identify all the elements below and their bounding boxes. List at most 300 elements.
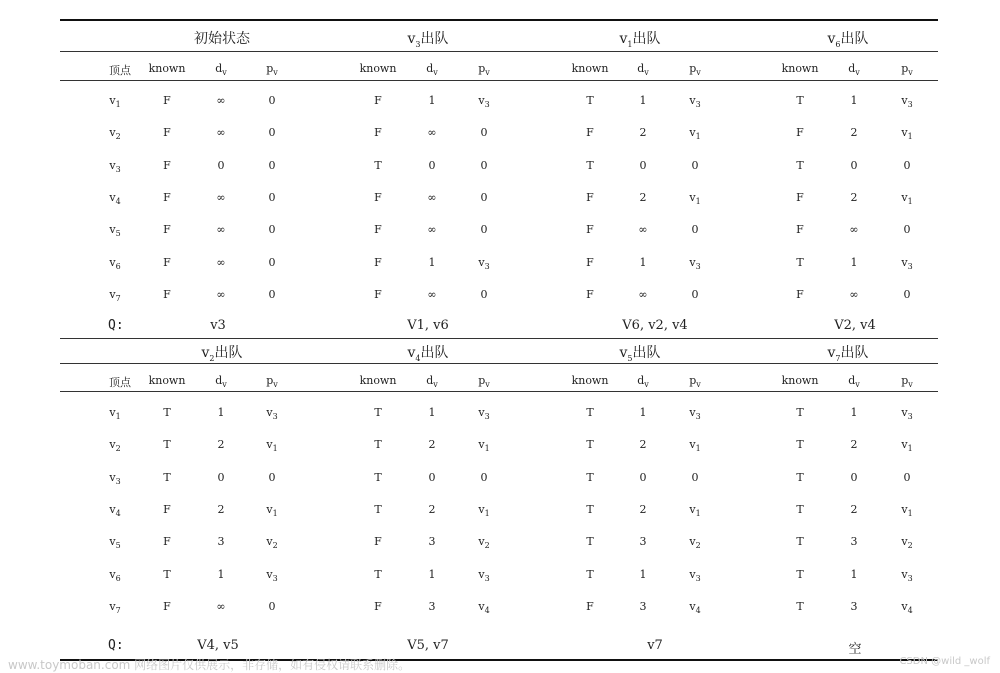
cell-text: v [901, 255, 908, 269]
table-cell: F [163, 599, 171, 613]
subscript: 3 [907, 573, 913, 583]
table-cell: T [586, 438, 594, 452]
table-cell: T [796, 470, 804, 484]
table-cell: 2 [639, 126, 647, 140]
subscript: 3 [907, 261, 913, 271]
cell-text: v [478, 255, 485, 269]
table-cell [266, 438, 277, 453]
cell-text: d [426, 374, 434, 387]
subscript: 1 [907, 509, 913, 519]
subscript: 6 [115, 573, 121, 583]
cell-text: p [901, 62, 909, 75]
vertex-label [109, 159, 120, 174]
subscript: 4 [907, 605, 913, 615]
cell-text: d [215, 62, 223, 75]
table-cell: ∞ [216, 126, 226, 140]
table-cell: 1 [850, 94, 858, 107]
table-cell [689, 600, 700, 615]
cell-text: v [689, 255, 696, 269]
subscript: 3 [907, 100, 913, 110]
table-cell: 0 [850, 470, 858, 484]
table-cell: F [163, 502, 171, 516]
table-cell: 1 [639, 255, 647, 269]
subscript: 1 [115, 100, 121, 110]
subscript: 2 [907, 541, 913, 551]
table-cell: 0 [691, 223, 699, 237]
table-cell: 0 [268, 223, 276, 237]
cell-text: v [109, 255, 116, 269]
cell-text: v [266, 535, 273, 549]
stage-title-suffix: 出队 [214, 345, 243, 361]
table-cell [901, 94, 912, 109]
table-cell: 3 [639, 599, 647, 613]
cell-text: p [901, 374, 909, 387]
queue-value: v3 [210, 318, 226, 333]
subscript: 3 [695, 100, 701, 110]
table-cell: T [374, 438, 382, 452]
table-cell: ∞ [216, 255, 226, 269]
table-cell: F [374, 223, 382, 237]
subscript: v [644, 68, 649, 78]
table-cell: T [796, 502, 804, 516]
subscript: 2 [484, 541, 490, 551]
subscript: 5 [115, 229, 121, 239]
table-cell: 0 [480, 223, 488, 237]
cell-text: v [109, 126, 116, 140]
column-header [637, 62, 649, 77]
subscript: 3 [484, 261, 490, 271]
table-cell: 0 [268, 255, 276, 269]
cell-text: d [637, 62, 645, 75]
column-header: known [148, 62, 186, 75]
subscript: 1 [907, 444, 913, 454]
column-header [689, 374, 701, 389]
vertex-label [109, 191, 120, 206]
cell-text: v [109, 190, 116, 204]
vertex-label [109, 223, 120, 238]
table-cell [478, 535, 489, 550]
table-cell: 1 [428, 255, 436, 269]
table-cell [478, 406, 489, 421]
cell-text: v [478, 535, 485, 549]
subscript: 1 [695, 509, 701, 519]
top-title-rule [60, 51, 938, 52]
subscript: 5 [627, 353, 633, 363]
table-cell: 0 [691, 158, 699, 172]
top-header-rule [60, 80, 938, 81]
queue-value: V4, v5 [197, 638, 239, 653]
queue-value: v7 [647, 638, 663, 653]
column-header: known [359, 62, 397, 75]
column-header [848, 62, 860, 77]
table-cell: T [796, 567, 804, 581]
table-cell: 1 [217, 406, 225, 419]
table-cell: ∞ [216, 223, 226, 237]
table-cell [478, 568, 489, 583]
vertex-label [109, 94, 120, 109]
stage-title [407, 28, 448, 49]
vertex-label [109, 568, 120, 583]
column-header [478, 62, 490, 77]
column-header [637, 374, 649, 389]
column-header [901, 374, 913, 389]
cell-text: v [109, 502, 116, 516]
table-cell: F [374, 599, 382, 613]
table-cell: F [374, 535, 382, 549]
cell-text: v [109, 599, 116, 613]
subscript: v [433, 380, 438, 390]
queue-value: V1, v6 [407, 318, 449, 333]
column-header [478, 374, 490, 389]
subscript: 3 [484, 412, 490, 422]
table-cell: F [586, 190, 594, 204]
table-cell: 2 [850, 126, 858, 140]
stage-title-suffix: 出队 [840, 345, 869, 361]
table-cell [901, 406, 912, 421]
table-cell: T [586, 535, 594, 549]
cell-text: v [689, 567, 696, 581]
table-cell: F [796, 190, 804, 204]
table-cell [266, 535, 277, 550]
middle-rule [60, 338, 938, 339]
subscript: 1 [695, 132, 701, 142]
table-cell: T [586, 502, 594, 516]
table-cell: ∞ [638, 223, 648, 237]
table-cell: F [374, 190, 382, 204]
table-cell: 0 [268, 126, 276, 140]
table-cell [689, 503, 700, 518]
table-cell: ∞ [638, 287, 648, 301]
table-cell: T [586, 406, 594, 419]
table-cell: T [374, 406, 382, 419]
table-cell: 2 [639, 502, 647, 516]
subscript: v [855, 380, 860, 390]
table-cell: 0 [217, 470, 225, 484]
table-cell: 0 [691, 470, 699, 484]
table-cell: T [796, 158, 804, 172]
cell-text: v [901, 406, 908, 419]
queue-value: V6, v2, v4 [622, 318, 688, 333]
cell-text: v [478, 406, 485, 419]
subscript: 3 [907, 412, 913, 422]
subscript: 7 [115, 293, 121, 303]
cell-text: v [689, 406, 696, 419]
subscript: v [696, 380, 701, 390]
table-cell [689, 535, 700, 550]
table-cell [266, 406, 277, 421]
cell-text: v [201, 345, 210, 361]
stage-title-suffix: 出队 [420, 345, 449, 361]
table-cell: T [163, 438, 171, 452]
subscript: 3 [484, 573, 490, 583]
stage-title: 初始状态 [194, 31, 250, 47]
table-cell: 0 [903, 223, 911, 237]
table-cell: 1 [850, 255, 858, 269]
table-cell [478, 438, 489, 453]
table-cell: 3 [428, 599, 436, 613]
table-cell: F [163, 287, 171, 301]
cell-text: v [109, 438, 116, 452]
column-header: known [781, 62, 819, 75]
cell-text: p [478, 374, 486, 387]
cell-text: v [478, 502, 485, 516]
table-cell [901, 568, 912, 583]
table-cell: F [374, 126, 382, 140]
table-cell: T [374, 502, 382, 516]
table-cell: F [163, 158, 171, 172]
table-cell: 0 [480, 470, 488, 484]
table-cell: 0 [850, 158, 858, 172]
table-cell: T [796, 94, 804, 107]
cell-text: d [848, 374, 856, 387]
cell-text: v [901, 535, 908, 549]
cell-text: v [478, 599, 485, 613]
subscript: 7 [835, 353, 841, 363]
table-cell: F [586, 599, 594, 613]
subscript: 3 [695, 412, 701, 422]
subscript: 4 [484, 605, 490, 615]
cell-text: v [689, 190, 696, 204]
queue-value: V2, v4 [834, 318, 876, 333]
table-cell: 2 [428, 502, 436, 516]
table-cell [901, 535, 912, 550]
table-cell: 1 [428, 406, 436, 419]
table-cell: F [586, 255, 594, 269]
table-cell: 3 [217, 535, 225, 549]
table-cell: 0 [903, 287, 911, 301]
subscript: v [485, 380, 490, 390]
table-cell: F [163, 126, 171, 140]
table-cell: 1 [850, 567, 858, 581]
subscript: 7 [115, 605, 121, 615]
subscript: 1 [484, 509, 490, 519]
vertex-label [109, 535, 120, 550]
subscript: v [696, 68, 701, 78]
table-cell: T [796, 255, 804, 269]
column-header: known [571, 374, 609, 387]
cell-text: v [109, 567, 116, 581]
cell-text: v [689, 94, 696, 107]
table-cell [901, 191, 912, 206]
vertex-label [109, 438, 120, 453]
cell-text: v [827, 345, 836, 361]
column-header [426, 374, 438, 389]
subscript: 3 [415, 39, 421, 49]
cell-text: v [109, 535, 116, 549]
table-cell [478, 600, 489, 615]
stage-title [827, 28, 868, 49]
table-cell: F [163, 255, 171, 269]
subscript: 1 [272, 509, 278, 519]
cell-text: v [689, 502, 696, 516]
subscript: 4 [415, 353, 421, 363]
subscript: 1 [484, 444, 490, 454]
queue-label: Q: [108, 638, 124, 653]
subscript: v [273, 68, 278, 78]
subscript: v [908, 380, 913, 390]
stage-title [619, 342, 660, 363]
column-header: known [148, 374, 186, 387]
table-cell [478, 256, 489, 271]
subscript: 1 [115, 412, 121, 422]
subscript: 1 [907, 197, 913, 207]
table-cell: F [163, 94, 171, 107]
subscript: 1 [695, 444, 701, 454]
subscript: 3 [272, 412, 278, 422]
table-cell [689, 438, 700, 453]
cell-text: v [619, 31, 628, 47]
cell-text: v [901, 567, 908, 581]
column-header [215, 62, 227, 77]
queue-value: V5, v7 [407, 638, 449, 653]
cell-text: v [901, 94, 908, 107]
vertex-column-header: 顶点 [109, 64, 131, 77]
vertex-label [109, 503, 120, 518]
vertex-label [109, 256, 120, 271]
table-cell: T [586, 470, 594, 484]
table-cell: 0 [903, 470, 911, 484]
stage-title-suffix: 出队 [840, 31, 869, 47]
subscript: 5 [115, 541, 121, 551]
stage-title-suffix: 出队 [420, 31, 449, 47]
table-cell: ∞ [427, 126, 437, 140]
cell-text: p [266, 374, 274, 387]
cell-text: v [407, 31, 416, 47]
table-cell: ∞ [427, 223, 437, 237]
cell-text: d [426, 62, 434, 75]
bottom-header-top-rule [60, 363, 938, 364]
cell-text: v [689, 535, 696, 549]
table-cell: 1 [639, 567, 647, 581]
cell-text: p [266, 62, 274, 75]
table-cell: ∞ [849, 223, 859, 237]
column-header [689, 62, 701, 77]
cell-text: v [266, 406, 273, 419]
cell-text: v [901, 502, 908, 516]
table-cell: 0 [639, 158, 647, 172]
cell-text: v [109, 406, 116, 419]
table-cell: T [586, 567, 594, 581]
table-cell: T [374, 567, 382, 581]
subscript: 3 [695, 573, 701, 583]
table-cell: 1 [639, 406, 647, 419]
table-cell: T [796, 535, 804, 549]
table-cell: F [586, 223, 594, 237]
cell-text: p [689, 374, 697, 387]
cell-text: p [478, 62, 486, 75]
subscript: v [855, 68, 860, 78]
column-header: known [781, 374, 819, 387]
subscript: 3 [115, 164, 121, 174]
table-cell [901, 503, 912, 518]
table-cell: 0 [691, 287, 699, 301]
vertex-label [109, 600, 120, 615]
subscript: 1 [695, 197, 701, 207]
table-cell: 0 [268, 287, 276, 301]
cell-text: v [689, 438, 696, 452]
table-cell: 0 [480, 287, 488, 301]
subscript: 6 [115, 261, 121, 271]
table-cell: 0 [480, 158, 488, 172]
table-cell: T [796, 438, 804, 452]
subscript: 3 [115, 476, 121, 486]
table-cell: T [374, 470, 382, 484]
stage-title [407, 342, 448, 363]
cell-text: v [901, 599, 908, 613]
table-cell [689, 256, 700, 271]
table-cell: 2 [850, 190, 858, 204]
table-cell: ∞ [427, 190, 437, 204]
cell-text: d [848, 62, 856, 75]
table-cell [901, 126, 912, 141]
cell-text: v [266, 502, 273, 516]
table-cell: 0 [268, 470, 276, 484]
table-cell: 0 [268, 158, 276, 172]
cell-text: v [109, 158, 116, 172]
table-cell: 3 [850, 599, 858, 613]
vertex-label [109, 288, 120, 303]
table-cell: 1 [428, 567, 436, 581]
subscript: 2 [115, 132, 121, 142]
column-header [901, 62, 913, 77]
table-cell: 1 [850, 406, 858, 419]
table-cell: 2 [217, 438, 225, 452]
top-rule [60, 19, 938, 21]
column-header: known [359, 374, 397, 387]
table-cell: F [796, 126, 804, 140]
table-cell: 2 [850, 438, 858, 452]
cell-text: v [689, 126, 696, 140]
table-cell [689, 94, 700, 109]
table-cell: F [796, 287, 804, 301]
table-cell: 0 [480, 126, 488, 140]
subscript: 1 [627, 39, 633, 49]
cell-text: d [637, 374, 645, 387]
table-cell: 2 [639, 438, 647, 452]
table-cell: 1 [639, 94, 647, 107]
subscript: 6 [835, 39, 841, 49]
table-cell: 0 [268, 599, 276, 613]
table-cell [689, 406, 700, 421]
column-header [215, 374, 227, 389]
table-cell: T [586, 94, 594, 107]
table-cell [266, 503, 277, 518]
subscript: 2 [115, 444, 121, 454]
subscript: 4 [695, 605, 701, 615]
table-cell: 0 [639, 470, 647, 484]
subscript: 3 [272, 573, 278, 583]
table-cell: T [163, 470, 171, 484]
table-cell: ∞ [216, 599, 226, 613]
table-cell: 1 [428, 94, 436, 107]
table-cell: ∞ [849, 287, 859, 301]
subscript: 1 [907, 132, 913, 142]
cell-text: v [901, 190, 908, 204]
vertex-label [109, 471, 120, 486]
cell-text: d [215, 374, 223, 387]
subscript: v [273, 380, 278, 390]
table-cell: 0 [428, 470, 436, 484]
table-cell [266, 568, 277, 583]
subscript: 1 [272, 444, 278, 454]
subscript: v [644, 380, 649, 390]
subscript: 2 [209, 353, 215, 363]
cell-text: v [901, 126, 908, 140]
table-cell: T [374, 158, 382, 172]
cell-text: v [619, 345, 628, 361]
table-cell: 2 [217, 502, 225, 516]
subscript: v [908, 68, 913, 78]
